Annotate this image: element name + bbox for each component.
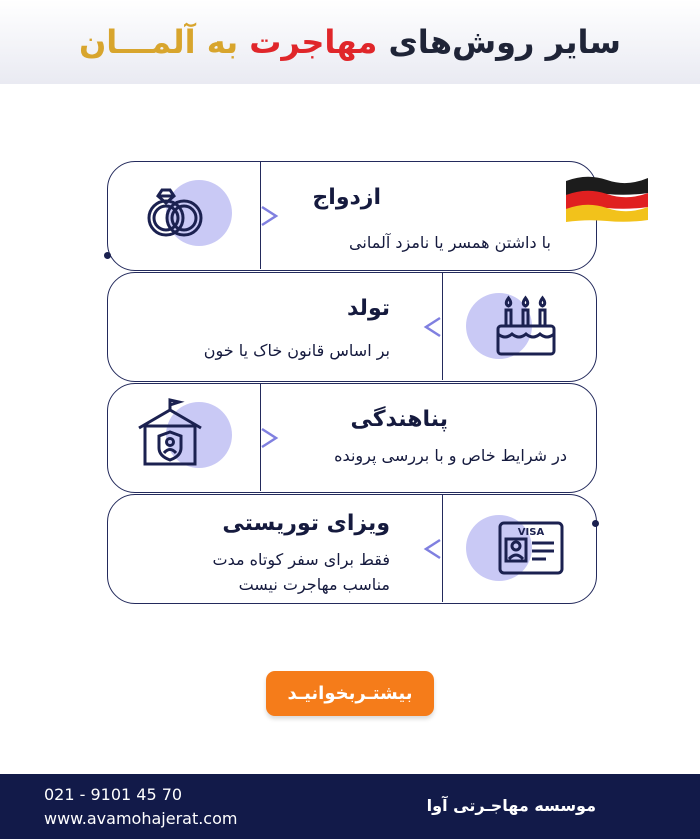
visa-label: VISA [517, 527, 545, 538]
method-description: در شرایط خاص و با بررسی پرونده [334, 446, 567, 465]
website-link[interactable]: www.avamohajerat.com [44, 809, 238, 828]
chevron-right-icon [259, 427, 281, 449]
germany-flag-icon [563, 173, 651, 223]
footer-bar [0, 774, 700, 839]
header-banner [0, 0, 700, 84]
title-part-3: به آلمـــان [78, 23, 239, 61]
connector-dot [104, 252, 111, 259]
wedding-rings-icon [138, 176, 212, 250]
method-description: با داشتن همسر یا نامزد آلمانی [349, 233, 551, 252]
birthday-cake-icon [488, 288, 562, 362]
connector-dot [592, 520, 599, 527]
chevron-right-icon [259, 205, 281, 227]
method-description: فقط برای سفر کوتاه مدت [212, 550, 390, 569]
method-card-marriage [107, 161, 597, 271]
page-title [0, 20, 700, 64]
method-card-tourist-visa [107, 494, 597, 604]
title-part-1: سایر روش‌های [388, 23, 622, 61]
method-description-line2: مناسب مهاجرت نیست [238, 575, 390, 594]
method-title: پناهندگی [350, 407, 448, 432]
read-more-button[interactable]: بیشتـربخوانیـد [266, 671, 434, 716]
chevron-left-icon [421, 538, 443, 560]
method-title: تولد [346, 296, 390, 321]
method-card-birth [107, 272, 597, 382]
method-description: بر اساس قانون خاک یا خون [203, 341, 390, 360]
asylum-house-icon [133, 396, 207, 470]
method-title: ویزای توریستی [222, 511, 390, 536]
title-part-2: مهاجرت [249, 23, 378, 61]
chevron-left-icon [421, 316, 443, 338]
visa-card-icon [494, 511, 568, 585]
organization-name: موسسه مهاجـرتی آوا [426, 796, 596, 815]
method-title: ازدواج [312, 185, 381, 210]
method-card-asylum [107, 383, 597, 493]
phone-number[interactable]: 021 - 9101 45 70 [44, 785, 183, 804]
